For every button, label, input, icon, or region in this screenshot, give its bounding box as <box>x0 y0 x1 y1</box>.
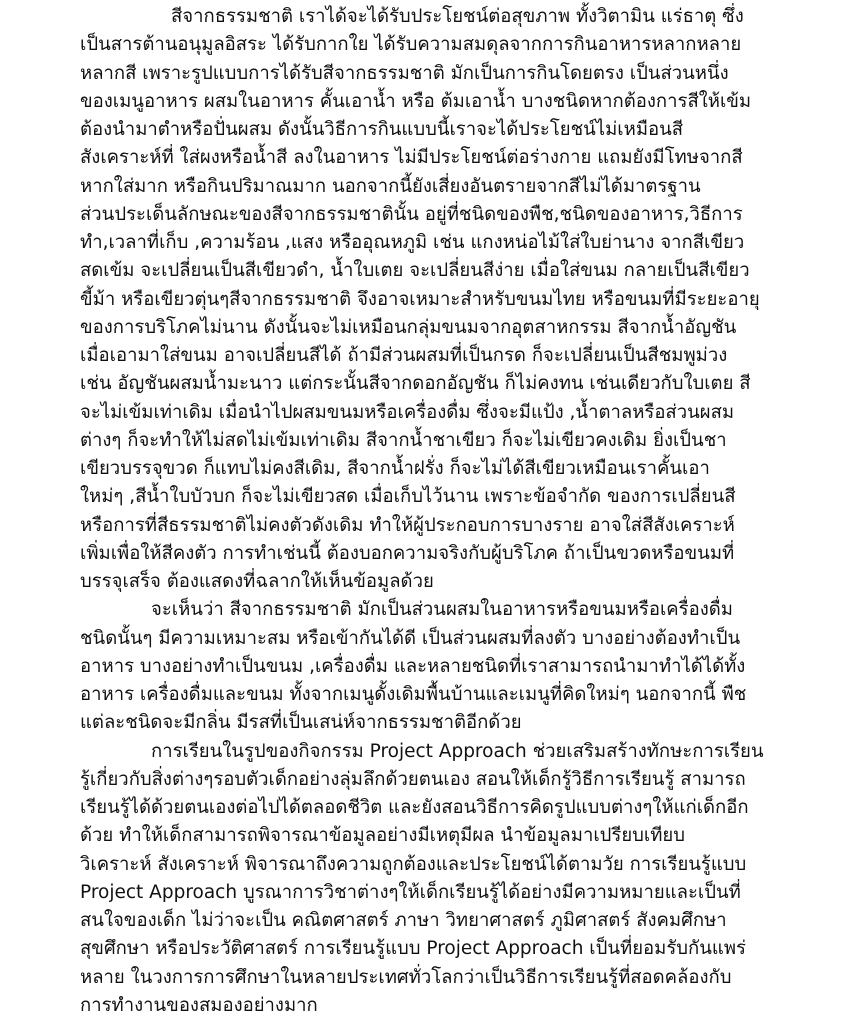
text-line: การทำงานของสมองอย่างมาก <box>80 995 318 1016</box>
text-line: ขี้ม้า หรือเขียวตุ่นๆสีจากธรรมชาติ จึงอาจเหมาะสำหรับขนมไทย หรือขนมที่มีระยะอายุ <box>80 288 760 310</box>
text-line: สังเคราะห์ที่ ใส่ผงหรือน้ำสี ลงในอาหาร ไม่มีประโยชน์ต่อร่างกาย แถมยังมีโทษจากสี <box>80 147 743 169</box>
text-line: จะเห็นว่า สีจากธรรมชาติ มักเป็นส่วนผสมในอาหารหรือขนมหรือเครื่องดื่ม <box>151 599 733 621</box>
text-line: สุขศึกษา หรือประวัติศาสตร์ การเรียนรู้แบบ Project Approach เป็นที่ยอมรับกันแพร่ <box>80 938 746 960</box>
text-line: ใหม่ๆ ,สีน้ำใบบัวบก ก็จะไม่เขียวสด เมื่อเก็บไว้นาน เพราะข้อจำกัด ของการเปลี่ยนสี <box>80 486 736 508</box>
text-line: เมื่อเอามาใส่ขนม อาจเปลี่ยนสีได้ ถ้ามีส่วนผสมที่เป็นกรด ก็จะเปลี่ยนเป็นสีชมพูม่วง <box>80 345 728 367</box>
text-line: ชนิดนั้นๆ มีความเหมาะสม หรือเข้ากันได้ดี เป็นส่วนผสมที่ลงตัว บางอย่างต้องทำเป็น <box>80 627 741 649</box>
text-line: เช่น อัญชันผสมน้ำมะนาว แต่กระนั้นสีจากดอกอัญชัน ก็ไม่คงทน เช่นเดียวกับใบเตย สี <box>80 373 751 395</box>
text-line: บรรจุเสร็จ ต้องแสดงที่ฉลากให้เห็นข้อมูลด้วย <box>80 571 434 593</box>
text-line: รู้เกี่ยวกับสิ่งต่างๆรอบตัวเด็กอย่างลุ่มลึกด้วยตนเอง สอนให้เด็กรู้วิธีการเรียนรู้ สามารถ <box>80 768 746 790</box>
text-line: ของเมนูอาหาร ผสมในอาหาร คั้นเอาน้ำ หรือ ต้มเอาน้ำ บางชนิดหากต้องการสีให้เข้ม <box>80 90 752 112</box>
text-line: เรียนรู้ได้ด้วยตนเองต่อไปได้ตลอดชีวิต และยังสอนวิธีการคิดรูปแบบต่างๆให้แก่เด็กอีก <box>80 797 749 819</box>
text-line: หลาย ในวงการการศึกษาในหลายประเทศทั่วโลกว่าเป็นวิธีการเรียนรู้ที่สอดคล้องกับ <box>80 966 732 988</box>
text-line: จะไม่เข้มเท่าเดิม เมื่อนำไปผสมขนมหรือเครื่องดื่ม ซึ่งจะมีแป้ง ,น้ำตาลหรือส่วนผสม <box>80 401 735 423</box>
text-line: ต้องนำมาตำหรือปั่นผสม ดังนั้นวิธีการกินแบบนี้เราจะได้ประโยชน์ไม่เหมือนสี <box>80 119 684 141</box>
text-line: สีจากธรรมชาติ เราได้จะได้รับประโยชน์ต่อสุขภาพ ทั้งวิตามิน แร่ธาตุ ซึ่ง <box>171 6 744 27</box>
text-line: อาหาร บางอย่างทำเป็นขนม ,เครื่องดื่ม และหลายชนิดที่เราสามารถนำมาทำได้ได้ทั้ง <box>80 655 746 677</box>
text-line: หรือการที่สีธรรมชาติไม่คงตัวดังเดิม ทำให้ผู้ประกอบการบางราย อาจใส่สีสังเคราะห์ <box>80 514 735 536</box>
text-line: เป็นสารต้านอนุมูลอิสระ ได้รับกากใย ได้รับความสมดุลจากการกินอาหารหลากหลาย <box>80 34 742 56</box>
text-line: หลากสี เพราะรูปแบบการได้รับสีจากธรรมชาติ มักเป็นการกินโดยตรง เป็นส่วนหนึ่ง <box>80 62 729 84</box>
text-line: Project Approach บูรณาการวิชาต่างๆให้เด็กเรียนรู้ได้อย่างมีความหมายและเป็นที่ <box>80 881 741 903</box>
text-line: สนใจของเด็ก ไม่ว่าจะเป็น คณิตศาสตร์ ภาษา วิทยาศาสตร์ ภูมิศาสตร์ สังคมศึกษา <box>80 910 727 932</box>
text-line: แต่ละชนิดจะมีกลิ่น มีรสที่เป็นเสน่ห์จากธรรมชาติอีกด้วย <box>80 712 522 734</box>
text-line: อาหาร เครื่องดื่มและขนม ทั้งจากเมนูดั้งเดิมพื้นบ้านและเมนูที่คิดใหม่ๆ นอกจากนี้ พืช <box>80 684 747 706</box>
text-line: สดเข้ม จะเปลี่ยนเป็นสีเขียวดำ, น้ำใบเตย จะเปลี่ยนสีง่าย เมื่อใส่ขนม กลายเป็นสีเขียว <box>80 260 750 282</box>
text-line: ของการบริโภคไม่นาน ดังนั้นจะไม่เหมือนกลุ่มขนมจากอุตสาหกรรม สีจากน้ำอัญชัน <box>80 316 737 338</box>
text-line: เขียวบรรจุขวด ก็แทบไม่คงสีเดิม, สีจากน้ำฝรั่ง ก็จะไม่ได้สีเขียวเหมือนเราคั้นเอา <box>80 458 710 480</box>
text-line: การเรียนในรูปของกิจกรรม Project Approach ช่วยเสริมสร้างทักษะการเรียน <box>151 740 764 762</box>
text-line: วิเคราะห์ สังเคราะห์ พิจารณาถึงความถูกต้องและประโยชน์ได้ตามวัย การเรียนรู้แบบ <box>80 853 747 875</box>
text-line: ด้วย ทำให้เด็กสามารถพิจารณาข้อมูลอย่างมีเหตุมีผล นำข้อมูลมาเปรียบเทียบ <box>80 825 686 847</box>
text-line: หากใส่มาก หรือกินปริมาณมาก นอกจากนี้ยังเสี่ยงอันตรายจากสีไม่ได้มาตรฐาน <box>80 175 701 197</box>
text-line: ส่วนประเด็นลักษณะของสีจากธรรมชาตินั้น อยู่ที่ชนิดของพืช,ชนิดของอาหาร,วิธีการ <box>80 203 743 225</box>
text-line: เพิ่มเพื่อให้สีคงตัว การทำเช่นนี้ ต้องบอกความจริงกับผู้บริโภค ถ้าเป็นขวดหรือขนมที่ <box>80 542 735 564</box>
text-line: ทำ,เวลาที่เก็บ ,ความร้อน ,แสง หรืออุณหภูมิ เช่น แกงหน่อไม้ใส่ใบย่านาง จากสีเขียว <box>80 232 745 254</box>
text-line: ต่างๆ ก็จะทำให้ไม่สดไม่เข้มเท่าเดิม สีจากน้ำชาเขียว ก็จะไม่เขียวคงเดิม ยิ่งเป็นชา <box>80 429 727 451</box>
